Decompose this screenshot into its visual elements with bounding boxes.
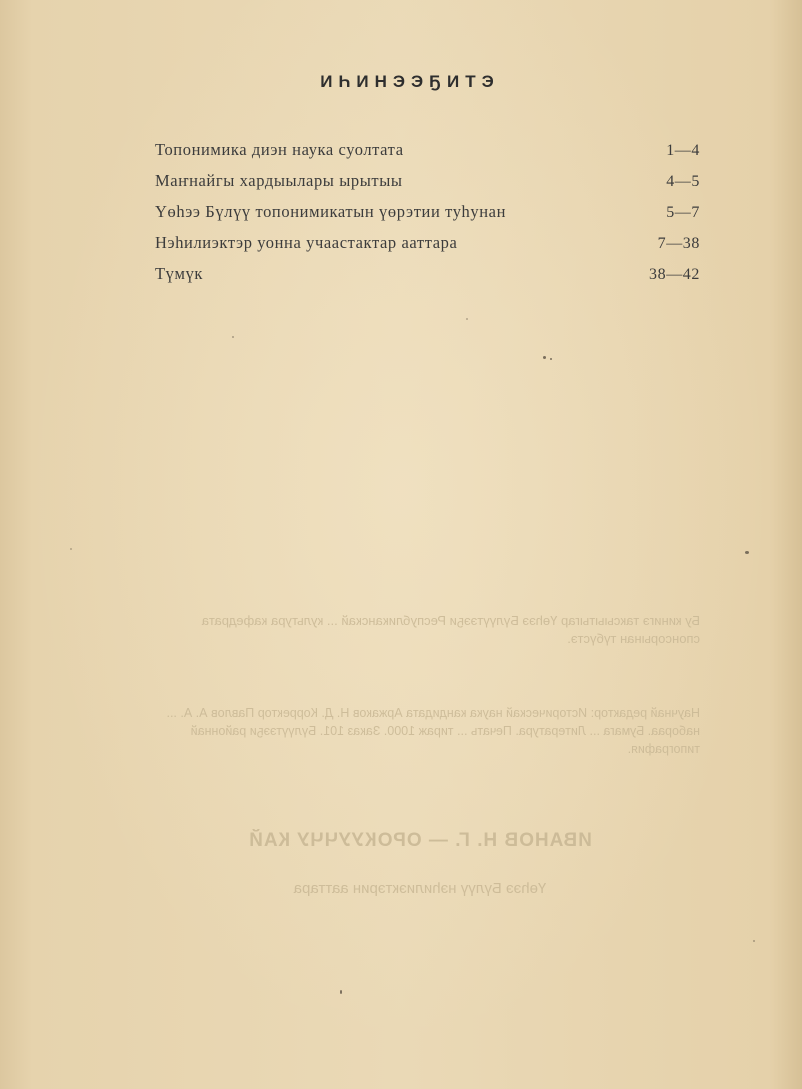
toc-entry-pages: 1—4 bbox=[666, 142, 700, 159]
toc-entry-pages: 38—42 bbox=[649, 266, 700, 283]
paper-speck bbox=[550, 358, 552, 360]
paper-speck bbox=[753, 940, 755, 942]
bleed-through-author: ИВАНОВ Н. Г. — ОРОКУУЧЧУ КАЙ bbox=[248, 830, 592, 851]
toc-entry bbox=[155, 233, 700, 264]
toc-entry bbox=[155, 140, 700, 171]
toc-entry-title: Үөһээ Бүлүү топонимикатын үөрэтии туһунан bbox=[155, 202, 507, 221]
toc-entry-pages: 4—5 bbox=[666, 173, 700, 190]
bleed-through-imprint: Научнай редактор: Историческай наука кандидата Аржаков Н. Д. Корректор Павлов А. А. ... набораа. Бумага ... Литература. Печать ... тираж 1000. Заказ 101. Бүлүүтээҕи районнай типография. bbox=[166, 706, 700, 756]
toc-entry-pages: 7—38 bbox=[657, 235, 700, 252]
page-title: ИҺИНЭЭҔИТЭ bbox=[320, 72, 500, 91]
paper-speck bbox=[745, 551, 749, 554]
toc-entry-title: Топонимика диэн наука суолтата bbox=[155, 140, 404, 159]
paper-speck bbox=[340, 990, 342, 994]
paper-speck bbox=[70, 548, 72, 550]
toc-entry-title: Маҥнайгы хардыылары ырытыы bbox=[155, 171, 403, 190]
toc-entry-title: Нэһилиэктэр уонна учаастактар ааттара bbox=[155, 233, 458, 252]
bleed-through-note: Бу кинигэ таксыытыгар Үөһээ Бүлүүтээҕи Республиканскай ... культура кафедрата спонсорынан түбүстэ. bbox=[201, 613, 700, 646]
toc-entry-title: Түмүк bbox=[155, 264, 204, 283]
paper-speck bbox=[232, 336, 234, 338]
paper-speck bbox=[466, 318, 468, 320]
toc-entry bbox=[155, 202, 700, 233]
table-of-contents bbox=[155, 140, 700, 295]
toc-entry-pages: 5—7 bbox=[666, 204, 700, 221]
toc-entry bbox=[155, 264, 700, 295]
paper-speck bbox=[543, 356, 546, 359]
bleed-through-subtitle: Үөһээ Бүлүү нэһилиэктэрин ааттара bbox=[293, 880, 547, 897]
toc-entry bbox=[155, 171, 700, 202]
